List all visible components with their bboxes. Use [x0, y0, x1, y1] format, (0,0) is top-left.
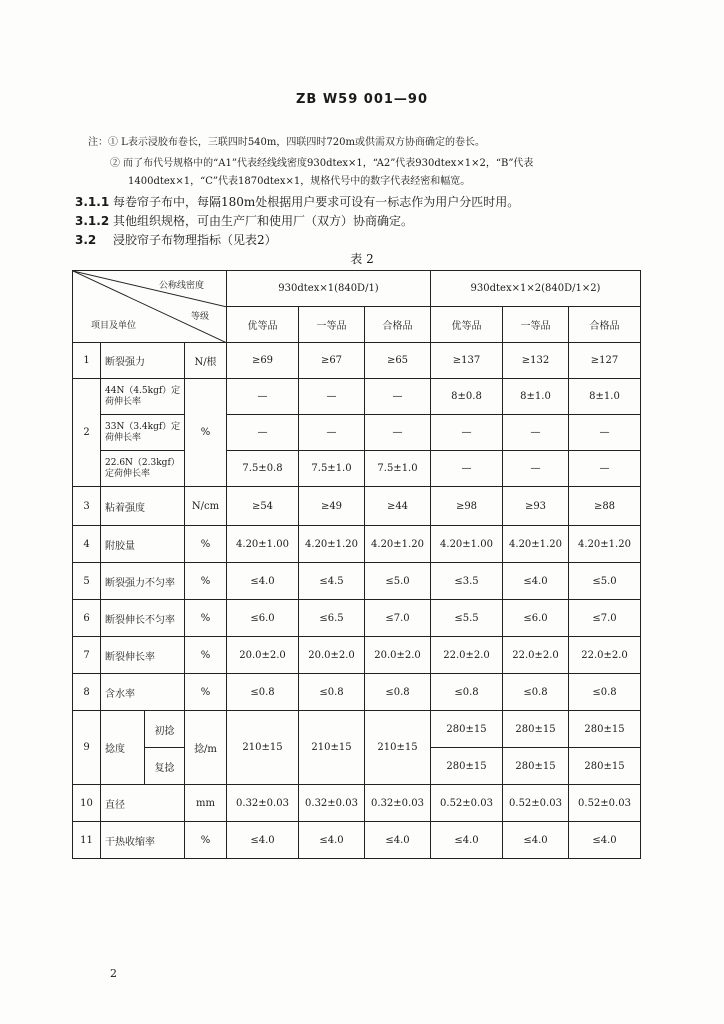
value-cell: ≥127	[569, 343, 641, 379]
row-number: 1	[73, 343, 101, 379]
value-cell: ≥98	[431, 487, 503, 526]
value-cell: ≤4.0	[227, 563, 299, 600]
sub-item-name: 复捻	[145, 748, 185, 785]
value-cell: ≤7.0	[569, 600, 641, 637]
row-number: 3	[73, 487, 101, 526]
value-cell: ≤4.0	[503, 563, 569, 600]
value-cell: —	[431, 451, 503, 487]
value-cell: 4.20±1.20	[503, 526, 569, 563]
unit: %	[185, 674, 227, 711]
value-cell: ≤7.0	[365, 600, 431, 637]
value-cell: ≤0.8	[503, 674, 569, 711]
clause-3-2	[75, 231, 277, 248]
row-number: 9	[73, 711, 101, 785]
value-cell: ≤6.5	[299, 600, 365, 637]
table-row	[73, 637, 641, 674]
value-cell: ≥44	[365, 487, 431, 526]
value-cell: ≤4.0	[431, 822, 503, 859]
value-cell: 210±15	[299, 711, 365, 785]
unit: %	[185, 600, 227, 637]
value-cell: 280±15	[431, 748, 503, 785]
value-cell: ≤4.0	[569, 822, 641, 859]
value-cell: 22.0±2.0	[569, 637, 641, 674]
grade-header: 一等品	[299, 307, 365, 343]
value-cell: 8±0.8	[431, 379, 503, 415]
unit: N/根	[185, 343, 227, 379]
value-cell: ≥132	[503, 343, 569, 379]
row-number: 6	[73, 600, 101, 637]
item-name: 捻度	[101, 711, 145, 785]
item-name: 断裂伸长不匀率	[101, 600, 185, 637]
value-cell: 20.0±2.0	[227, 637, 299, 674]
clause-number: 3.1.2	[75, 214, 110, 228]
value-cell: ≤0.8	[299, 674, 365, 711]
item-name: 22.6N（2.3kgf）定荷伸长率	[101, 451, 185, 487]
clause-3-1-1	[75, 193, 519, 210]
clause-text: 其他组织规格，可由生产厂和使用厂（双方）协商确定。	[113, 214, 414, 228]
table-header-row	[73, 271, 641, 307]
group-header-2: 930dtex×1×2(840D/1×2)	[431, 271, 641, 307]
unit: %	[185, 526, 227, 563]
value-cell: 20.0±2.0	[299, 637, 365, 674]
item-name: 含水率	[101, 674, 185, 711]
value-cell: 280±15	[569, 748, 641, 785]
value-cell: 8±1.0	[569, 379, 641, 415]
value-cell: ≤4.0	[299, 822, 365, 859]
value-cell: —	[503, 415, 569, 451]
value-cell: ≤5.0	[365, 563, 431, 600]
row-number: 8	[73, 674, 101, 711]
table-row	[73, 343, 641, 379]
value-cell: 210±15	[365, 711, 431, 785]
table-row	[73, 487, 641, 526]
value-cell: 7.5±0.8	[227, 451, 299, 487]
grade-header: 合格品	[569, 307, 641, 343]
row-number: 5	[73, 563, 101, 600]
value-cell: 22.0±2.0	[431, 637, 503, 674]
value-cell: ≥65	[365, 343, 431, 379]
value-cell: 22.0±2.0	[503, 637, 569, 674]
value-cell: 0.32±0.03	[227, 785, 299, 822]
item-name: 直径	[101, 785, 185, 822]
unit: N/cm	[185, 487, 227, 526]
value-cell: ≤0.8	[569, 674, 641, 711]
value-cell: ≤6.0	[227, 600, 299, 637]
value-cell: ≤0.8	[227, 674, 299, 711]
value-cell: ≤0.8	[431, 674, 503, 711]
value-cell: 7.5±1.0	[365, 451, 431, 487]
value-cell: 8±1.0	[503, 379, 569, 415]
item-name: 断裂强力不匀率	[101, 563, 185, 600]
unit: %	[185, 637, 227, 674]
clause-text: 浸胶帘子布物理指标（见表2）	[113, 233, 277, 247]
unit: %	[185, 379, 227, 487]
value-cell: ≤6.0	[503, 600, 569, 637]
item-name: 断裂强力	[101, 343, 185, 379]
note-1: 注：① L表示浸胶布卷长，三联四时540m，四联四时720m或供需双方协商确定的卷长。	[88, 137, 485, 148]
value-cell: 0.52±0.03	[503, 785, 569, 822]
row-number: 10	[73, 785, 101, 822]
value-cell: ≥88	[569, 487, 641, 526]
value-cell: —	[299, 379, 365, 415]
value-cell: 280±15	[503, 711, 569, 748]
value-cell: —	[569, 415, 641, 451]
item-name: 干热收缩率	[101, 822, 185, 859]
physical-properties-table	[72, 270, 641, 859]
value-cell: 0.52±0.03	[431, 785, 503, 822]
row-number: 7	[73, 637, 101, 674]
clause-text: 每卷帘子布中，每隔180m处根据用户要求可设有一标志作为用户分匹时用。	[113, 195, 520, 209]
value-cell: ≥69	[227, 343, 299, 379]
grade-header: 优等品	[431, 307, 503, 343]
value-cell: ≤4.5	[299, 563, 365, 600]
value-cell: 0.32±0.03	[299, 785, 365, 822]
table-row	[73, 785, 641, 822]
value-cell: ≤4.0	[365, 822, 431, 859]
value-cell: ≤0.8	[365, 674, 431, 711]
table-row	[73, 526, 641, 563]
clause-3-1-2	[75, 212, 413, 229]
unit: %	[185, 822, 227, 859]
value-cell: ≥54	[227, 487, 299, 526]
value-cell: ≤4.0	[227, 822, 299, 859]
item-name: 44N（4.5kgf）定荷伸长率	[101, 379, 185, 415]
standard-code-header: ZB W59 001—90	[295, 92, 429, 107]
row-number: 2	[73, 379, 101, 487]
value-cell: —	[431, 415, 503, 451]
table-row	[73, 674, 641, 711]
value-cell: ≥137	[431, 343, 503, 379]
table-row	[73, 379, 641, 415]
note-2-continued: 1400dtex×1，“C”代表1870dtex×1，规格代号中的数字代表经密和幅宽。	[128, 176, 471, 187]
value-cell: —	[365, 415, 431, 451]
value-cell: —	[569, 451, 641, 487]
note-2: ② 而了布代号规格中的“A1”代表经线线密度930dtex×1，“A2”代表930dtex×1×2，“B”代表	[110, 158, 534, 169]
corner-label-item: 项目及单位	[91, 321, 137, 331]
group-header-1: 930dtex×1(840D/1)	[227, 271, 431, 307]
value-cell: 4.20±1.20	[365, 526, 431, 563]
item-name: 粘着强度	[101, 487, 185, 526]
sub-item-name: 初捻	[145, 711, 185, 748]
table-row	[73, 563, 641, 600]
row-number: 11	[73, 822, 101, 859]
value-cell: —	[299, 415, 365, 451]
grade-header: 优等品	[227, 307, 299, 343]
value-cell: 210±15	[227, 711, 299, 785]
grade-header: 一等品	[503, 307, 569, 343]
value-cell: 280±15	[503, 748, 569, 785]
unit: mm	[185, 785, 227, 822]
value-cell: 4.20±1.00	[431, 526, 503, 563]
value-cell: 4.20±1.00	[227, 526, 299, 563]
row-number: 4	[73, 526, 101, 563]
value-cell: 20.0±2.0	[365, 637, 431, 674]
value-cell: ≥67	[299, 343, 365, 379]
clause-number: 3.2	[75, 233, 97, 247]
item-name: 附胶量	[101, 526, 185, 563]
value-cell: ≤3.5	[431, 563, 503, 600]
table-row	[73, 451, 641, 487]
value-cell: 280±15	[431, 711, 503, 748]
item-name: 断裂伸长率	[101, 637, 185, 674]
value-cell: ≥93	[503, 487, 569, 526]
table-row	[73, 600, 641, 637]
table-row	[73, 415, 641, 451]
corner-label-density: 公称线密度	[159, 281, 205, 291]
table-row	[73, 822, 641, 859]
value-cell: 4.20±1.20	[569, 526, 641, 563]
grade-header: 合格品	[365, 307, 431, 343]
page-number: 2	[110, 967, 117, 980]
value-cell: —	[365, 379, 431, 415]
corner-header-cell	[73, 271, 227, 343]
value-cell: 7.5±1.0	[299, 451, 365, 487]
table-caption: 表 2	[350, 252, 374, 266]
value-cell: —	[227, 379, 299, 415]
value-cell: ≤4.0	[503, 822, 569, 859]
value-cell: ≤5.5	[431, 600, 503, 637]
value-cell: 4.20±1.20	[299, 526, 365, 563]
table-row	[73, 711, 641, 748]
unit: 捻/m	[185, 711, 227, 785]
value-cell: —	[227, 415, 299, 451]
value-cell: 0.32±0.03	[365, 785, 431, 822]
corner-label-grade: 等级	[191, 312, 210, 322]
value-cell: 280±15	[569, 711, 641, 748]
value-cell: 0.52±0.03	[569, 785, 641, 822]
item-name: 33N（3.4kgf）定荷伸长率	[101, 415, 185, 451]
value-cell: ≤5.0	[569, 563, 641, 600]
value-cell: ≥49	[299, 487, 365, 526]
value-cell: —	[503, 451, 569, 487]
unit: %	[185, 563, 227, 600]
clause-number: 3.1.1	[75, 195, 110, 209]
